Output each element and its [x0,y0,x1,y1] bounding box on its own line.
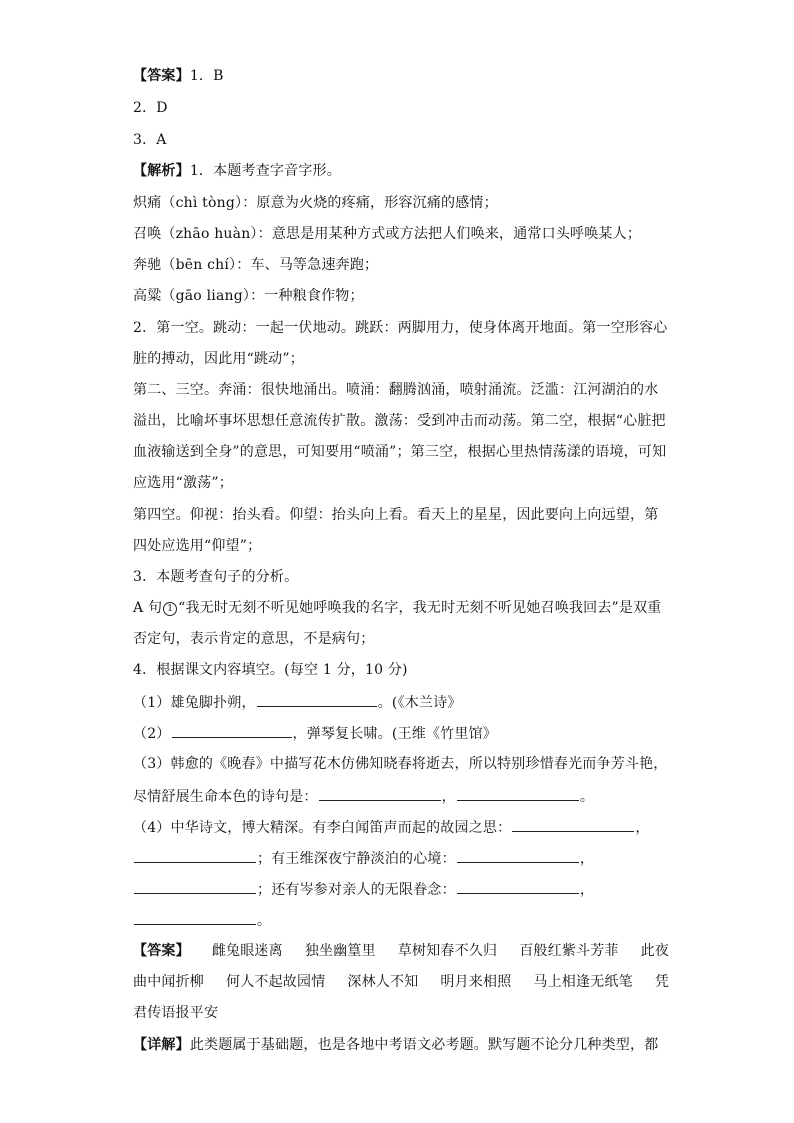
answer-item: 马上相逢无纸笔 [533,974,633,990]
detail-tag: 【详解】 [133,1037,190,1053]
text-line: 2．第一空。跳动：一起一伏地动。跳跃：两脚用力，使身体离开地面。第一空形容心 [133,320,668,336]
answer-line-1 [133,66,224,86]
fill-blank [172,723,292,738]
text-line: 血液输送到全身”的意思，可知要用“喷涌”；第三空，根据心里热情荡漾的语境，可知 [133,444,667,460]
fill-line-2: （2） ，弹琴复长啸。(王维《竹里馆》 [133,723,497,744]
text-line: 溢出，比喻坏事坏思想任意流传扩散。激荡：受到冲击而动荡。第二空，根据“心脏把 [133,413,666,429]
fill-line-4: （4）中华诗文，博大精深。有李白闻笛声而起的故园之思： ， [133,817,650,838]
answer-tag: 【答案】 [133,68,190,84]
fill-blank [512,817,634,832]
fill-blank [457,848,579,863]
answer-item: 曲中闻折柳 [133,974,204,990]
answer-1: 1．B [189,68,224,84]
fill-blank [457,786,579,801]
text-line: A 句 1 “我无时无刻不听见她呼唤我的名字，我无时无刻不听见她召唤我回去”是双重 [133,600,662,616]
text-line: 3．本题考查句子的分析。 [133,569,299,585]
fill-line-3: 尽情舒展生命本色的诗句是： ， 。 [133,786,594,807]
text-line: 奔驰（bēn chí）：车、马等急速奔跑； [133,257,379,273]
text-line: 应选用“激荡”； [133,475,233,491]
text-line: 高粱（gāo liang）：一种粮食作物； [133,288,364,304]
answer-item: 草树知春不久归 [397,943,498,959]
answer-item: 此夜 [640,943,670,959]
analysis-line-1: 【解析】1．本题考查字音字形。 [133,163,341,179]
fill-blank [134,910,256,925]
text-line: 第四空。仰视：抬头看。仰望：抬头向上看。看天上的星星，因此要向上向远望，第 [133,507,659,523]
answer-list-line-3: 君传语报平安 [133,1005,219,1021]
answer-list-line-1 [133,941,669,961]
circled-one: 1 [163,602,177,616]
answer-item: 明月来相照 [440,974,512,990]
answer-item: 凭 [654,974,670,990]
answer-item: 独坐幽篁里 [304,943,376,959]
answer-item: 雌兔眼迷离 [211,943,283,959]
answer-item: 百般红紫斗芳菲 [519,943,619,959]
answer-list-line-2 [133,972,669,992]
fill-blank [134,848,256,863]
answer-item: 深林人不知 [347,974,419,990]
fill-line-6: ；还有岑参对亲人的无限眷念： ， [133,879,594,900]
fill-blank [257,692,377,707]
fill-blank [457,879,579,894]
fill-line-1: （1）雄兔脚扑朔， 。(《木兰诗》 [133,692,462,713]
text-line: 炽痛（chì tòng）：原意为火烧的疼痛，形容沉痛的感情； [133,195,498,211]
fill-blank [319,786,441,801]
answer-line-3: 3．A [133,132,167,148]
text-line: 四处应选用“仰望”； [133,538,262,554]
fill-line-7: 。 [133,910,271,931]
fill-line-5: ；有王维深夜宁静淡泊的心境： ， [133,848,594,869]
text-line: 第二、三空。奔涌：很快地涌出。喷涌：翻腾汹涌，喷射涌流。泛滥：江河湖泊的水 [133,382,659,398]
answer-tag: 【答案】 [133,943,190,959]
detail-line: 【详解】此类题属于基础题，也是各地中考语文必考题。默写题不论分几种类型，都 [133,1037,659,1053]
analysis-tag: 【解析】 [133,163,190,179]
text-line: 召唤（zhāo huàn）：意思是用某种方式或方法把人们唤来，通常口头呼唤某人； [133,226,642,242]
fill-blank [134,879,256,894]
text-line: 脏的搏动，因此用“跳动”； [133,351,304,367]
question-4-title: 4．根据课文内容填空。(每空 1 分，10 分) [133,662,408,678]
answer-item: 何人不起故园情 [226,974,326,990]
text-line: （3）韩愈的《晚春》中描写花木仿佛知晓春将逝去，所以特别珍惜春光而争芳斗艳， [133,756,668,772]
answer-line-2: 2．D [133,100,168,116]
text-line: 否定句，表示肯定的意思，不是病句； [133,631,375,647]
